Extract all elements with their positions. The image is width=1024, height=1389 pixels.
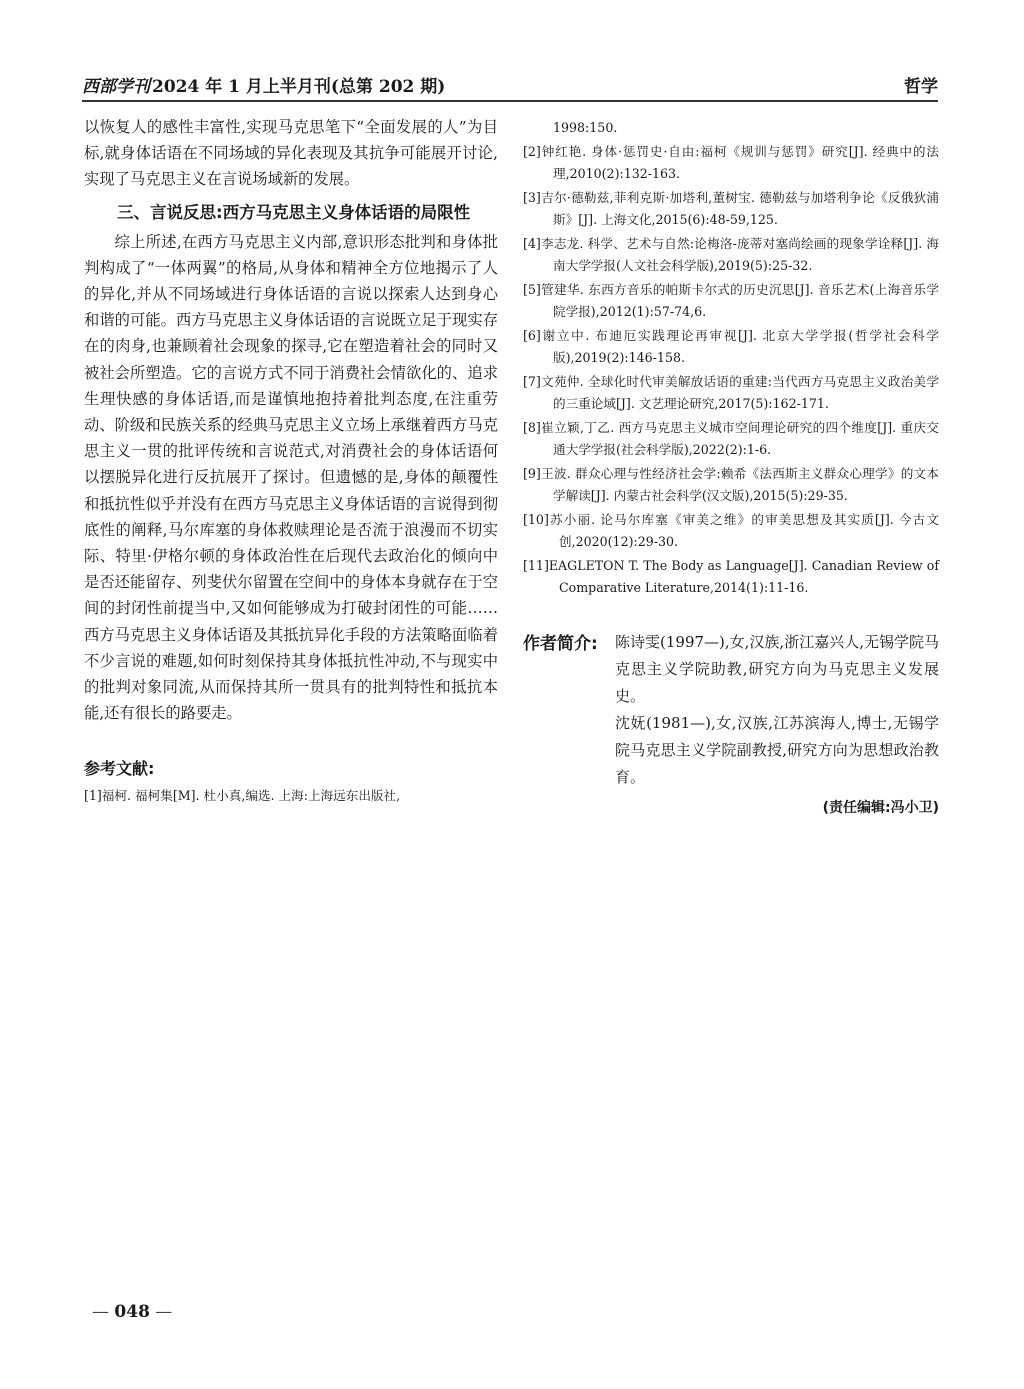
responsible-editor: (责任编辑:冯小卫) <box>822 800 939 816</box>
reference-item: [1]福柯. 福柯集[M]. 杜小真,编选. 上海:上海远东出版社, <box>84 788 401 804</box>
reference-item: [8]崔立颖,丁乙. 西方马克思主义城市空间理论研究的四个维度[J]. 重庆交通大学学报(社会科学版),2022(2):1-6. <box>523 420 939 457</box>
page-number-dash-left: — <box>92 1302 115 1322</box>
author-info <box>523 629 939 791</box>
journal-logo: 西部学刊 <box>82 77 150 97</box>
body-paragraph-2: 综上所述,在西方马克思主义内部,意识形态批判和身体批判构成了“一体两翼”的格局,从身体和精神全方位地揭示了人的异化,并从不同场域进行身体话语的言说以探索人达到身心和谐的可能。西方马克思主义身体话语的言说既立足于现实存在的肉身,也兼顾着社会现象的探寻,它在塑造着社会的同时又被社会所塑造。它的言说方式不同于消费社会情欲化的、追求生理快感的身体话语,而是谨慎地抱持着批判态度,在注重劳动、阶级和民族关系的经典马克思主义立场上承继着西方马克思主义一贯的批评传统和言说范式,对消费社会的身体话语何以摆脱异化进行反抗展开了探讨。但遗憾的是,身体的颠覆性和抵抗性似乎并没有在西方马克思主义身体话语的言说得到彻底性的阐释,马尔库塞的身体救赎理论是否流于浪漫而不切实际、特里·伊格尔顿的身体政治性在后现代去政治化的倾向中是否还能留存、列斐伏尔留置在空间中的身体本身就存在于空间的封闭性前提当中,又如何能够成为打破封闭性的可能……西方马克思主义身体话语及其抵抗异化手段的方法策略面临着不少言说的难题,如何时刻保持其身体抵抗性冲动,不与现实中的批判对象同流,从而保持其所一贯具有的批判特性和抵抗本能,还有很长的路要走。 <box>84 232 498 723</box>
reference-item: [5]管建华. 东西方音乐的帕斯卡尔式的历史沉思[J]. 音乐艺术(上海音乐学院学报),2012(1):57-74,6. <box>523 282 939 319</box>
page-number-value: 048 <box>114 1302 150 1322</box>
issue-info: 2024 年 1 月上半月刊(总第 202 期) <box>152 77 446 97</box>
reference-continuation: 1998:150. <box>553 120 618 135</box>
page-number <box>92 1302 172 1322</box>
references-heading: 参考文献: <box>84 759 155 779</box>
reference-item: [4]李志龙. 科学、艺术与自然:论梅洛-庞蒂对塞尚绘画的现象学诠释[J]. 海南大学学报(人文社会科学版),2019(5):25-32. <box>523 236 939 273</box>
left-column <box>84 114 498 809</box>
page-number-dash-right: — <box>149 1302 173 1322</box>
reference-item: [2]钟红艳. 身体·惩罚史·自由:福柯《规训与惩罚》研究[J]. 经典中的法理,2010(2):132-163. <box>523 144 939 181</box>
section-heading: 三、言说反思:西方马克思主义身体话语的局限性 <box>117 202 471 222</box>
section-name: 哲学 <box>904 77 938 97</box>
reference-item: [6]谢立中. 布迪厄实践理论再审视[J]. 北京大学学报(哲学社会科学版),2019(2):146-158. <box>523 328 939 365</box>
reference-item: [9]王波. 群众心理与性经济社会学:赖希《法西斯主义群众心理学》的文本学解读[J]. 内蒙古社会科学(汉文版),2015(5):29-35. <box>523 466 939 503</box>
author-info-text <box>615 629 939 791</box>
reference-item: [3]吉尔·德勒兹,菲利克斯·加塔利,董树宝. 德勒兹与加塔利争论《反俄狄浦斯》[J]. 上海文化,2015(6):48-59,125. <box>523 190 939 227</box>
journal-title <box>82 72 445 97</box>
author-2: 沈妩(1981—),女,汉族,江苏滨海人,博士,无锡学院马克思主义学院副教授,研究方向为思想政治教育。 <box>615 714 939 786</box>
right-column <box>523 117 939 817</box>
reference-item: [7]文苑仲. 全球化时代审美解放话语的重建:当代西方马克思主义政治美学的三重论域[J]. 文艺理论研究,2017(5):162-171. <box>523 374 939 411</box>
reference-item: [11]EAGLETON T. The Body as Language[J]. Canadian Review of Comparative Literature,2014(1):11-16. <box>523 558 939 595</box>
header-rule <box>82 100 938 102</box>
page-header <box>82 70 938 100</box>
author-1: 陈诗雯(1997—),女,汉族,浙江嘉兴人,无锡学院马克思主义学院助教,研究方向为马克思主义发展史。 <box>615 633 939 705</box>
reference-item: [10]苏小丽. 论马尔库塞《审美之维》的审美思想及其实质[J]. 今古文创,2020(12):29-30. <box>523 512 939 549</box>
body-paragraph-1: 以恢复人的感性丰富性,实现马克思笔下“全面发展的人”为目标,就身体话语在不同场域的异化表现及其抗争可能展开讨论,实现了马克思主义在言说场域新的发展。 <box>84 118 498 189</box>
author-info-label: 作者简介: <box>523 634 598 654</box>
